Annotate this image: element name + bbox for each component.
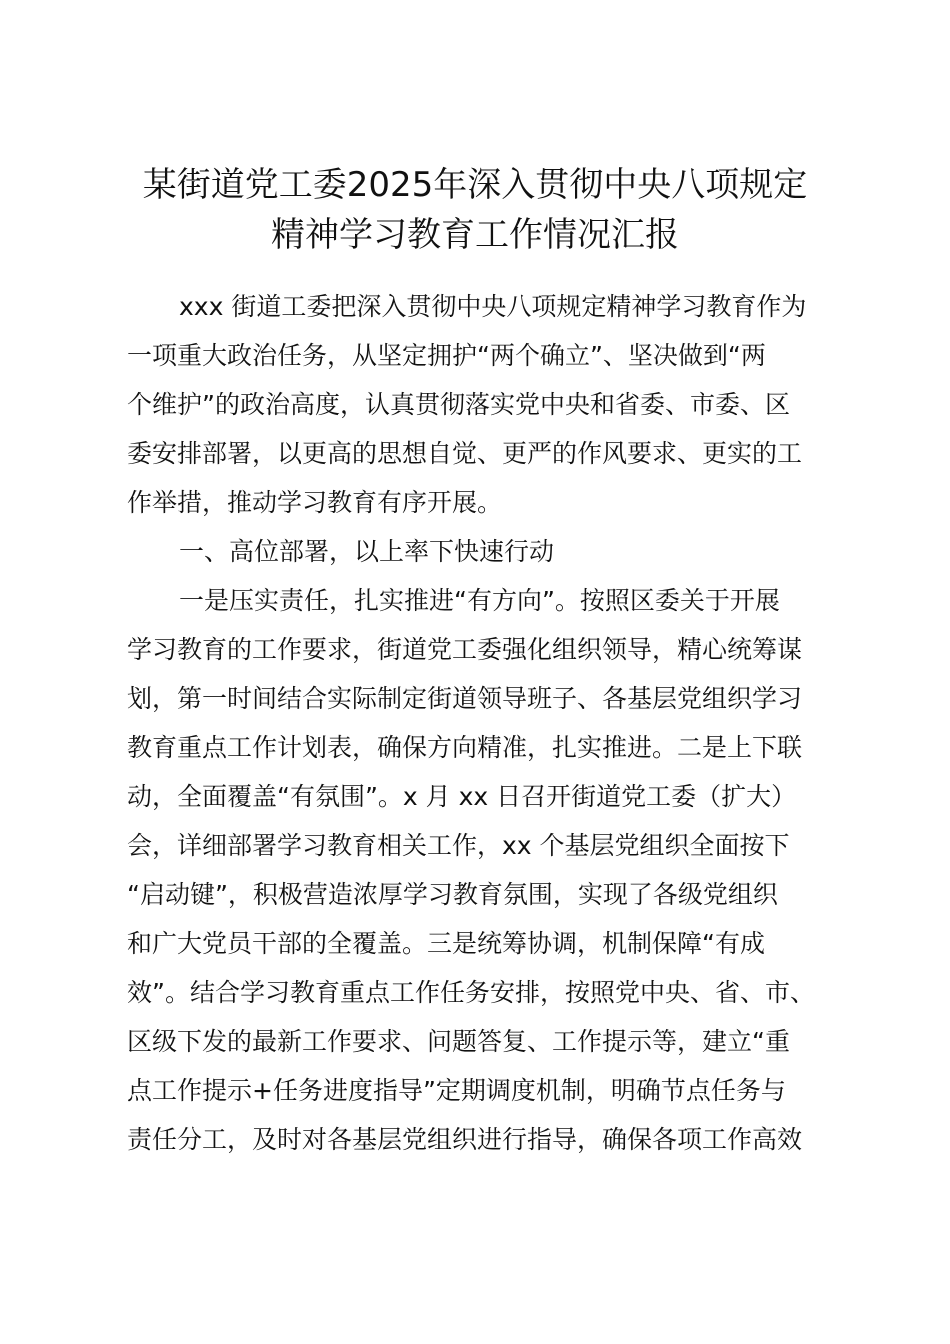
body-line: 一是压实责任，扎实推进“有方向”。按照区委关于开展 xyxy=(179,586,780,615)
body-line: 点工作提示+任务进度指导”定期调度机制，明确节点任务与 xyxy=(127,1076,786,1105)
intro-line: 一项重大政治任务，从坚定拥护“两个确立”、坚决做到“两 xyxy=(127,341,766,370)
document-body xyxy=(127,282,827,1164)
intro-line: 作举措，推动学习教育有序开展。 xyxy=(127,488,503,517)
document-title xyxy=(0,160,950,260)
body-line: 学习教育的工作要求，街道党工委强化组织领导，精心统筹谋 xyxy=(127,635,803,664)
body-line: 教育重点工作计划表，确保方向精准，扎实推进。二是上下联 xyxy=(127,733,803,762)
body-line: 效”。结合学习教育重点工作任务安排，按照党中央、省、市、 xyxy=(127,978,815,1007)
intro-line: xxx 街道工委把深入贯彻中央八项规定精神学习教育作为 xyxy=(179,292,807,321)
title-line-2: 精神学习教育工作情况汇报 xyxy=(271,215,679,255)
body-line: 和广大党员干部的全覆盖。三是统筹协调，机制保障“有成 xyxy=(127,929,765,958)
body-line: 区级下发的最新工作要求、问题答复、工作提示等，建立“重 xyxy=(127,1027,790,1056)
body-line: “启动键”，积极营造浓厚学习教育氛围，实现了各级党组织 xyxy=(127,880,778,909)
title-line-1: 某街道党工委2025年深入贯彻中央八项规定 xyxy=(142,165,808,205)
body-line: 责任分工，及时对各基层党组织进行指导，确保各项工作高效 xyxy=(127,1125,803,1154)
body-line: 动，全面覆盖“有氛围”。x 月 xx 日召开街道党工委（扩大） xyxy=(127,782,797,811)
intro-line: 委安排部署，以更高的思想自觉、更严的作风要求、更实的工 xyxy=(127,439,803,468)
body-line: 会，详细部署学习教育相关工作，xx 个基层党组织全面按下 xyxy=(127,831,790,860)
intro-line: 个维护”的政治高度，认真贯彻落实党中央和省委、市委、区 xyxy=(127,390,790,419)
section-heading: 一、高位部署，以上率下快速行动 xyxy=(179,537,555,566)
body-line: 划，第一时间结合实际制定街道领导班子、各基层党组织学习 xyxy=(127,684,803,713)
